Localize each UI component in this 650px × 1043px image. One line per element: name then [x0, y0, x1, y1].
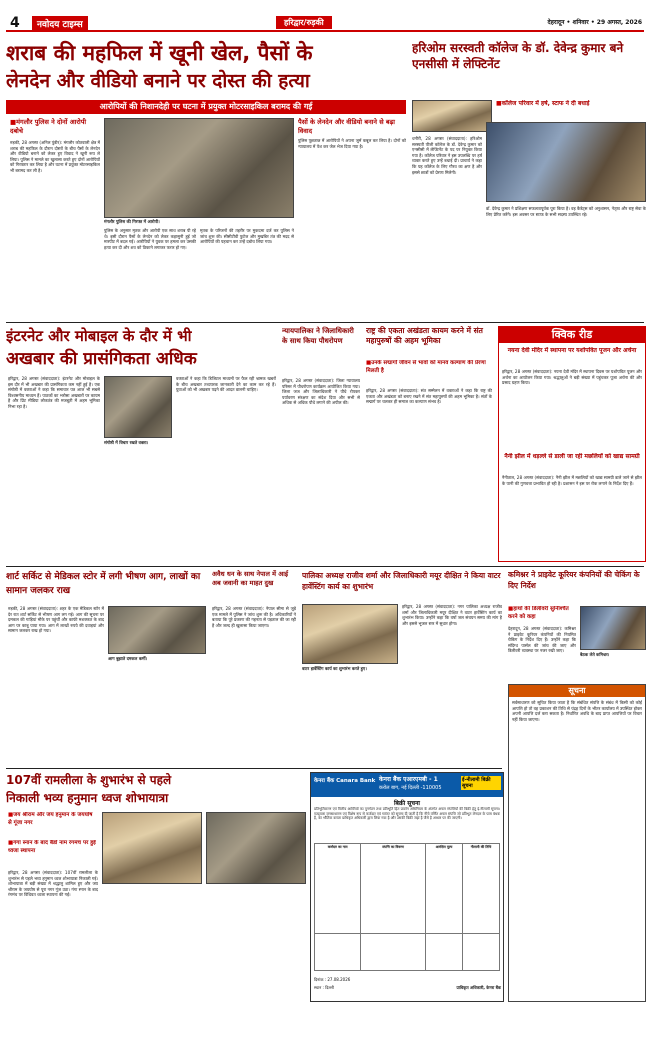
unity-headline: राष्ट्र की एकता अखंडता कायम करने में संत महापुरुषों की अहम भूमिका	[366, 326, 483, 345]
fire-photo	[108, 606, 206, 654]
judiciary-headline: न्यायपालिका ने जिलाधिकारी के साथ किया पौधरोपण	[282, 327, 354, 345]
lead-photo	[104, 118, 294, 218]
lead-body-3: मृतक के परिजनों की तहरीर पर मुकदमा दर्ज कर पुलिस ने जांच शुरू की। सीसीटीवी फुटेज और मुखबिर तंत्र की मदद से आरोपियों की पहचान कर उन्हें दबोच लिया गया।	[200, 228, 294, 245]
page-number: 4	[10, 15, 20, 31]
table-header: संपत्ति का विवरण	[361, 844, 426, 934]
lead-body-1: रुड़की, 28 अगस्त (अनिल पुंडीर): मंगलौर कोतवाली क्षेत्र में शराब की महफिल के दौरान दोस्तों के बीच पैसों के लेनदेन और वीडियो बनाने को लेकर हुए विवाद ने खूनी रूप ले लिया। पुलिस ने मामले का खुलासा करते हुए दोनों आरोपियों को गिरफ्तार कर लिया है और घटना में प्रयुक्त मोटरसाइकिल भी बरामद कर ली है।	[10, 140, 100, 173]
nepal-headline: अवैध धन के साथ नेपाल में आई अब जवानी का माहत दुख	[212, 570, 289, 587]
college-body: धनौरी, 28 अगस्त (संवाददाता): हरिओम सरस्वती पीजी कॉलेज के डॉ. देवेन्द्र कुमार को एनसीसी में लेफ्टिनेंट के पद पर नियुक्त किया गया है। कॉलेज परिवार ने इस उपलब्धि पर हर्ष व्यक्त करते हुए उन्हें बधाई दी। प्राचार्य ने कहा कि यह कॉलेज के लिए गौरव का क्षण है और इससे छात्रों को प्रेरणा मिलेगी।	[412, 136, 482, 175]
brand-logo: नवोदय टाइम्स	[32, 16, 88, 31]
table-header: नीलामी की तिथि	[463, 844, 500, 934]
college-body-2: डॉ. देवेन्द्र कुमार ने प्रशिक्षण सफलतापूर्वक पूरा किया है। वह कैडेट्स को अनुशासन, नेतृत्व और राष्ट्र सेवा के लिए प्रेरित करेंगे। इस अवसर पर स्टाफ के सभी सदस्य उपस्थित रहे।	[486, 206, 646, 217]
ramlila-headline-2: निकाली भव्य हनुमान ध्वज शोभायात्रा	[6, 791, 169, 805]
bank-sale-title: बिक्री सूचना	[394, 800, 420, 807]
date-line: देहरादून • शनिवार • 29 अगस्त, 2026	[547, 19, 642, 26]
lead-photo-caption: मंगलौर पुलिस की गिरफ्त में आरोपी।	[104, 219, 160, 224]
internet-headline-2: अखबार की प्रासंगिकता अधिक	[6, 349, 197, 369]
fire-photo-caption: आग बुझाते दमकल कर्मी।	[108, 656, 148, 661]
quick-read-label: क्विक रीड	[499, 327, 645, 343]
college-headline: हरिओम सरस्वती कॉलेज के डॉ. देवेन्द्र कुमार बने एनसीसी में लेफ्टिनेंट	[412, 41, 624, 71]
fire-body: रुड़की, 28 अगस्त (संवाददाता): शहर के एक मेडिकल स्टोर में देर रात शार्ट सर्किट से भीषण आग लग गई। आग की सूचना पर दमकल की गाड़ियां मौके पर पहुंचीं और काफी मशक्कत के बाद आग पर काबू पाया गया। आग में लाखों रुपये की दवाइयां और सामान जलकर राख हो गया।	[8, 606, 104, 634]
bank-body: प्रतिभूतिकरण एवं वित्तीय आस्तियों का पुनर्गठन तथा प्रतिभूति हित प्रवर्तन अधिनियम के अंतर्गत अचल संपत्तियों की बिक्री हेतु ई-नीलामी सूचना। एतद्द्वारा जनसाधारण एवं विशेष रूप से कर्जदार एवं गारंटर को सूचना दी जाती है कि नीचे वर्णित अचल संपत्ति जो प्रतिभूत लेनदार के पास बंधक है, का भौतिक कब्जा प्राधिकृत अधिकारी द्वारा लिया गया है और उसकी बिक्री जहां है जैसे है आधार पर की जाएगी।	[314, 807, 500, 821]
lead-kicker: ■ मंगलौर पुलिस ने दोनों आरोपी दबोचे	[10, 118, 100, 138]
lead-headline-1: शराब की महफिल में खूनी खेल, पैसों के	[6, 41, 313, 65]
bank-place: स्थान : दिल्ली	[314, 985, 334, 990]
internet-photo-caption: संगोष्ठी में विचार रखते वक्ता।	[104, 440, 149, 445]
ramlila-kicker-2: ■ गंगा स्नान के बाद बैंडों नाम रंगमंच पर हुई ध्वजा स्थापना	[8, 840, 98, 866]
lead-sub-kicker: पैसों के लेनदेन और वीडियो बनाने से बढ़ा विवाद	[298, 118, 395, 135]
bank-auction: ई-नीलामी बिक्री सूचना	[461, 776, 501, 790]
nepal-body: हरिद्वार, 28 अगस्त (संवाददाता): नेपाल सीमा से जुड़े एक मामले में पुलिस ने जांच शुरू की है। अधिकारियों ने बताया कि पूरे प्रकरण की गहनता से पड़ताल की जा रही है और जल्द ही खुलासा किया जाएगा।	[212, 606, 296, 628]
section-title: हरिद्वार/रुड़की	[276, 16, 332, 29]
unity-body: हरिद्वार, 28 अगस्त (संवाददाता): संत सम्मेलन में वक्ताओं ने कहा कि राष्ट्र की एकता और अखंडता को बनाए रखने में संत महापुरुषों की अहम भूमिका है। संतों के सद्मार्ग पर चलकर ही समाज का कल्याण संभव है।	[366, 388, 492, 405]
divider	[6, 322, 644, 323]
water-body: हरिद्वार, 28 अगस्त (संवाददाता): नगर पालिका अध्यक्ष राजीव शर्मा और जिलाधिकारी मयूर दीक्षित ने वाटर हार्वेस्टिंग कार्य का शुभारंभ किया। उन्होंने कहा कि वर्षा जल संचयन समय की मांग है और इससे भूजल स्तर में सुधार होगा।	[402, 604, 502, 626]
quick-item-1-body: हरिद्वार, 28 अगस्त (संवाददाता): नयना देवी मंदिर में स्थापना दिवस पर यशोपवित पूजन और अर्चना का आयोजन किया गया। श्रद्धालुओं ने बड़ी संख्या में पहुंचकर पूजा अर्चना की और प्रसाद ग्रहण किया।	[502, 369, 642, 386]
quick-item-2-body: नैनीताल, 28 अगस्त (संवाददाता): नैनी झील में मछलियों को खाद्य सामग्री डाले जाने से झील के पानी की गुणवत्ता प्रभावित हो रही है। प्रशासन ने इस पर रोक लगाने के निर्देश दिए हैं।	[502, 475, 642, 486]
internet-body: हरिद्वार, 28 अगस्त (संवाददाता): इंटरनेट और मोबाइल के इस दौर में भी अखबार की प्रासंगिकता कम नहीं हुई है। एक संगोष्ठी में वक्ताओं ने कहा कि समाचार पत्र आज भी सबसे विश्वसनीय माध्यम हैं। पाठकों का भरोसा अखबारों पर कायम है और प्रिंट मीडिया लोकतंत्र की मजबूती में अहम भूमिका निभा रहा है।	[8, 376, 100, 409]
water-photo-caption: वाटर हार्वेस्टिंग कार्य का शुभारंभ करते हुए।	[302, 666, 367, 671]
courier-photo-caption: बैठक लेते कमिश्नर।	[580, 652, 610, 657]
masthead	[6, 14, 644, 32]
courier-body: देहरादून, 28 अगस्त (संवाददाता): कमिश्नर ने प्राइवेट कूरियर कंपनियों की नियमित चेकिंग के निर्देश दिए हैं। उन्होंने कहा कि संदिग्ध पार्सल की जांच की जाए और डिलीवरी व्यवस्था पर नजर रखी जाए।	[508, 626, 576, 654]
college-portrait	[412, 100, 492, 132]
lead-body-2: पुलिस के अनुसार मृतक और आरोपी एक साथ शराब पी रहे थे। इसी दौरान पैसों के लेनदेन को लेकर कहासुनी हुई जो मारपीट में बदल गई। आरोपियों ने युवक पर हमला कर उसकी हत्या कर दी और शव को ठिकाने लगाकर फरार हो गए।	[104, 228, 196, 250]
college-kicker: ■ कॉलेज परिवार में हर्ष, स्टाफ ने दी बधाई	[496, 100, 646, 120]
ramlila-headline-1: 107वीं रामलीला के शुभारंभ से पहले	[6, 773, 172, 787]
divider	[6, 768, 502, 769]
quick-item-1-head: नयना देवी मंदिर में स्थापना पर यशोपवित पूजन और अर्चना	[507, 347, 637, 354]
bank-date: दिनांक : 27.08.2026	[314, 977, 351, 982]
ramlila-kicker-1: ■ जय श्रीराम और जय हनुमान के जयघोष से गूंजा नगर	[8, 812, 98, 838]
judiciary-body: हरिद्वार, 28 अगस्त (संवाददाता): जिला न्यायालय परिसर में पौधरोपण कार्यक्रम आयोजित किया गया। जिला जज और जिलाधिकारी ने पौधे रोपकर पर्यावरण संरक्षण का संदेश दिया और सभी से अधिक से अधिक पौधे लगाने की अपील की।	[282, 378, 360, 406]
lead-headline-2: लेनदेन और वीडियो बनाने पर दोस्त की हत्या	[6, 70, 310, 92]
bank-table	[314, 843, 500, 971]
table-row	[315, 934, 500, 971]
fire-headline: शार्ट सर्किट से मेडिकल स्टोर में लगी भीषण आग, लाखों का सामान जलकर राख	[6, 572, 201, 596]
divider	[6, 566, 644, 567]
bank-address: करोल बाग, नई दिल्ली -110005	[379, 785, 442, 791]
bank-officer: प्राधिकृत अधिकारी, केनरा बैंक	[456, 985, 501, 990]
internet-body-2: वक्ताओं ने कहा कि डिजिटल माध्यमों पर फैल रही भ्रामक खबरों के बीच अखबार तथ्यपरक जानकारी देने का काम कर रहे हैं। युवाओं को भी अखबार पढ़ने की आदत डालनी चाहिए।	[176, 376, 276, 393]
courier-photo	[580, 606, 646, 650]
lead-deck: आरोपियों की निशानदेही पर घटना में प्रयुक्त मोटरसाइकिल बरामद की गई	[6, 100, 406, 114]
college-photo	[486, 122, 646, 202]
bank-branch: केनरा बैंक एआरएमबी - 1	[379, 776, 438, 783]
quick-item-2-head: नैनी झील में धड़ल्ले से डाली जा रही मछलियों को खाद्य सामग्री	[504, 453, 640, 460]
bank-name: केनरा बैंक Canara Bank	[314, 778, 376, 784]
table-header: आरक्षित मूल्य	[426, 844, 463, 934]
table-header: कर्जदार का नाम	[315, 844, 361, 934]
ramlila-body: हरिद्वार, 28 अगस्त (संवाददाता): 107वीं रामलीला के शुभारंभ से पहले भव्य हनुमान ध्वज शोभायात्रा निकाली गई। शोभायात्रा में बड़ी संख्या में श्रद्धालु शामिल हुए और जय श्रीराम के जयघोष से पूरा नगर गूंज उठा। गंगा स्नान के बाद रंगमंच पर विधिवत ध्वजा स्थापना की गई।	[8, 870, 98, 898]
bank-ad	[310, 772, 504, 1002]
lead-body-4: पुलिस पूछताछ में आरोपियों ने अपना जुर्म कबूल कर लिया है। दोनों को न्यायालय में पेश कर जेल भेज दिया गया है।	[298, 138, 406, 149]
water-photo	[302, 604, 398, 664]
bank-header	[311, 773, 503, 797]
notice-box	[508, 684, 646, 1002]
notice-body: सर्वसाधारण को सूचित किया जाता है कि संबंधित संपत्ति के संबंध में किसी को कोई आपत्ति हो तो वह प्रकाशन की तिथि से पंद्रह दिनों के भीतर कार्यालय में उपस्थित होकर अपनी आपत्ति दर्ज करा सकता है। निर्धारित अवधि के बाद प्राप्त आपत्तियों पर विचार नहीं किया जाएगा।	[512, 700, 642, 722]
quick-read-box	[498, 326, 646, 562]
internet-headline-1: इंटरनेट और मोबाइल के दौर में भी	[6, 327, 192, 345]
ramlila-photo-2	[206, 812, 306, 884]
notice-label: सूचना	[509, 685, 645, 697]
ramlila-photo	[102, 812, 202, 884]
table-row	[315, 844, 500, 934]
unity-kicker: ■ उनके सद्मार्गों जीवन से भावों को मानव कल्याण की प्रेरणा मिलती है	[366, 360, 492, 386]
courier-kicker: ■ हाथों की डिलीवरी सुनिश्चित करने को कहा	[508, 606, 576, 624]
water-headline: पालिका अध्यक्ष राजीव शर्मा और जिलाधिकारी मयूर दीक्षित ने किया वाटर हार्वेस्टिंग कार्य का शुभारंभ	[302, 571, 501, 591]
courier-headline: कमिश्नर ने प्राइवेट कूरियर कंपनियों की चेकिंग के दिए निर्देश	[508, 570, 640, 590]
internet-photo	[104, 376, 172, 438]
